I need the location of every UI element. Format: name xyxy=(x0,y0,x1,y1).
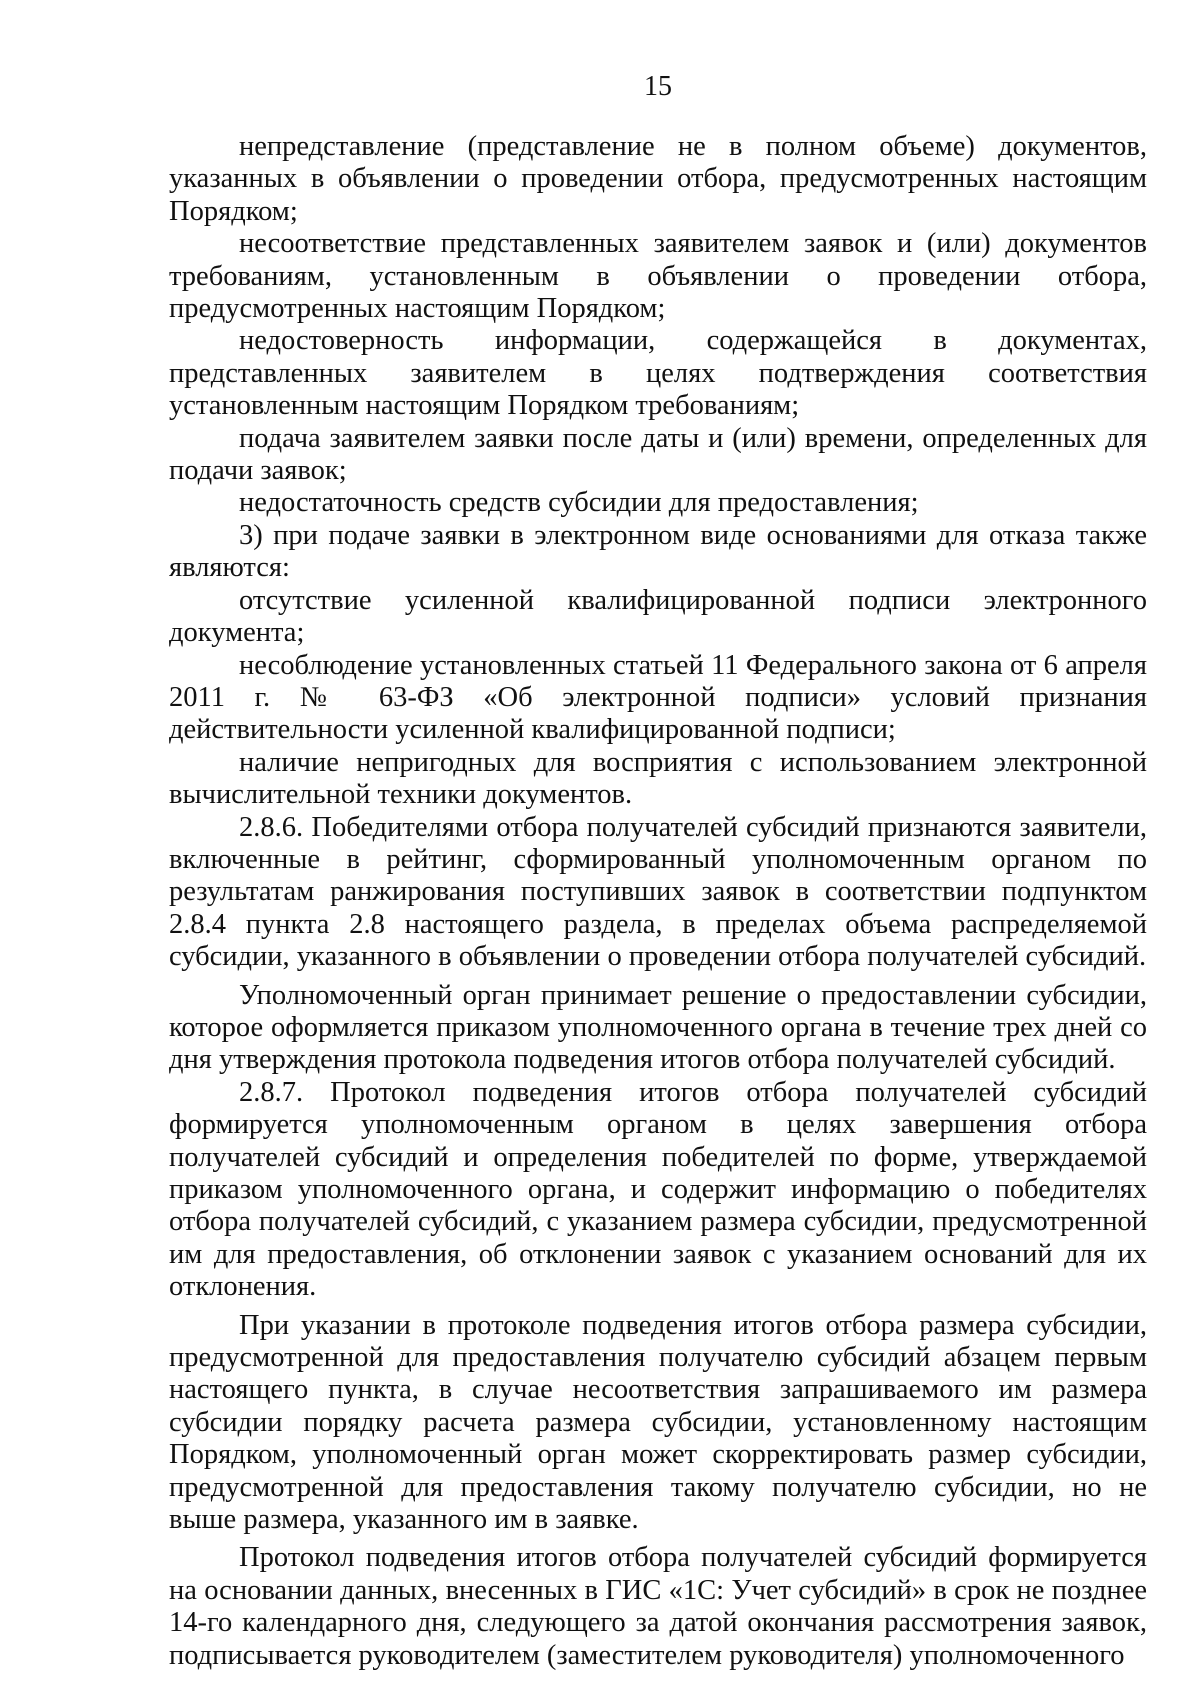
paragraph: 3) при подаче заявки в электронном виде основаниями для отказа также являются: xyxy=(169,519,1147,584)
document-body xyxy=(169,131,1147,1672)
paragraph: При указании в протоколе подведения итогов отбора размера субсидии, предусмотренной для предоставления получателю субсидий абзацем первым настоящего пункта, в случае несоответствия запрашиваемого им размера субсидии порядку расчета размера субсидии, установленному настоящим Порядком, уполномоченный орган может скорректировать размер субсидии, предусмотренной для предоставления такому получателю субсидии, но не выше размера, указанного им в заявке. xyxy=(169,1309,1147,1536)
paragraph: отсутствие усиленной квалифицированной подписи электронного документа; xyxy=(169,584,1147,649)
paragraph: Уполномоченный орган принимает решение о предоставлении субсидии, которое оформляется приказом уполномоченного органа в течение трех дней со дня утверждения протокола подведения итогов отбора получателей субсидий. xyxy=(169,979,1147,1076)
paragraph: несоответствие представленных заявителем заявок и (или) документов требованиям, установленным в объявлении о проведении отбора, предусмотренных настоящим Порядком; xyxy=(169,228,1147,325)
paragraph: подача заявителем заявки после даты и (или) времени, определенных для подачи заявок; xyxy=(169,422,1147,487)
paragraph: Протокол подведения итогов отбора получателей субсидий формируется на основании данных, внесенных в ГИС «1С: Учет субсидий» в срок не позднее 14-го календарного дня, следующего за датой окончания рассмотрения заявок, подписывается руководителем (заместителем руководителя) уполномоченного xyxy=(169,1542,1147,1671)
paragraph: недостаточность средств субсидии для предоставления; xyxy=(239,487,919,519)
paragraph: непредставление (представление не в полном объеме) документов, указанных в объявлении о проведении отбора, предусмотренных настоящим Порядком; xyxy=(169,131,1147,227)
paragraph: несоблюдение установленных статьей 11 Федерального закона от 6 апреля 2011 г. № 63-ФЗ «Об электронной подписи» условий признания действительности усиленной квалифицированной подписи; xyxy=(169,649,1147,746)
paragraph: недостоверность информации, содержащейся в документах, представленных заявителем в целях подтверждения соответствия установленным настоящим Порядком требованиям; xyxy=(169,325,1147,422)
page-number: 15 xyxy=(644,71,672,102)
paragraph-section-2-8-7: 2.8.7. Протокол подведения итогов отбора получателей субсидий формируется уполномоченным органом в целях завершения отбора получателей субсидий и определения победителей по форме, утверждаемой приказом уполномоченного органа, и содержит информацию о победителях отбора получателей субсидий, с указанием размера субсидии, предусмотренной им для предоставления, об отклонении заявок с указанием оснований для их отклонения. xyxy=(169,1076,1147,1303)
paragraph-section-2-8-6: 2.8.6. Победителями отбора получателей субсидий признаются заявители, включенные в рейтинг, сформированный уполномоченным органом по результатам ранжирования поступивших заявок в соответствии подпунктом 2.8.4 пункта 2.8 настоящего раздела, в пределах объема распределяемой субсидии, указанного в объявлении о проведении отбора получателей субсидий. xyxy=(169,811,1147,973)
paragraph: наличие непригодных для восприятия с использованием электронной вычислительной техники документов. xyxy=(169,746,1147,811)
